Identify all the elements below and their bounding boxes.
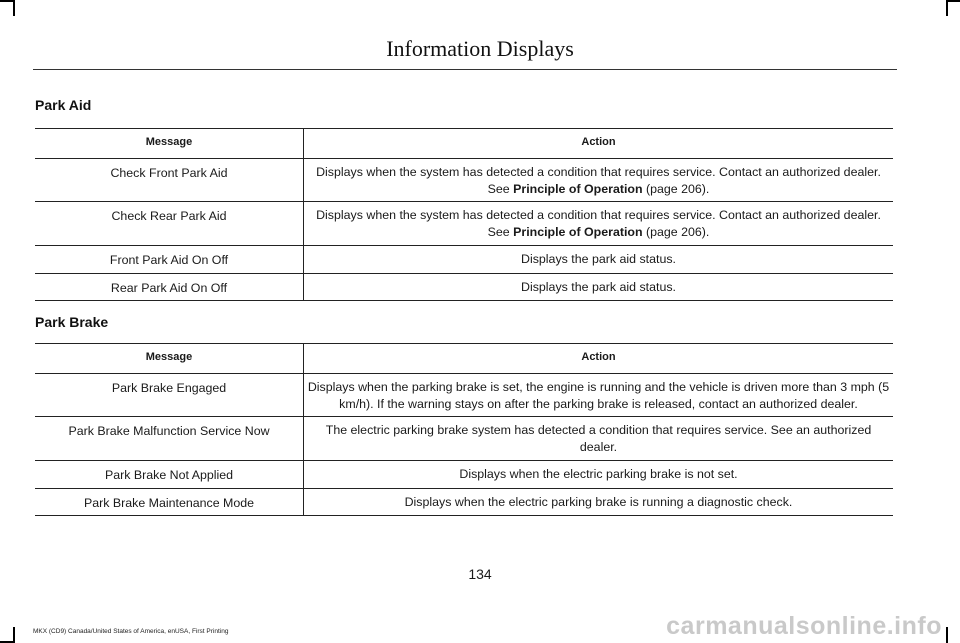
action-cell: Displays when the system has detected a condition that requires service. Contact an authorized dealer. See Principle of Operation (page 206). <box>304 202 894 245</box>
cross-reference-link[interactable]: Principle of Operation <box>513 225 643 240</box>
column-header-action: Action <box>304 129 894 159</box>
action-cell: The electric parking brake system has detected a condition that requires service. See an authorized dealer. <box>304 417 894 460</box>
section-heading-park-brake: Park Brake <box>35 314 109 330</box>
column-header-action: Action <box>304 344 894 374</box>
park-aid-table <box>35 128 893 301</box>
message-cell: Park Brake Malfunction Service Now <box>35 417 304 460</box>
table-row <box>35 373 893 416</box>
action-cell: Displays when the system has detected a condition that requires service. Contact an authorized dealer. See Principle of Operation (page 206). <box>304 158 894 201</box>
table-row <box>35 202 893 245</box>
edition-footer: MKX (CD9) Canada/United States of America, enUSA, First Printing <box>33 628 229 635</box>
table-header-row <box>35 129 893 159</box>
page-title: Information Displays <box>386 36 574 61</box>
crop-mark <box>946 0 948 16</box>
table-row <box>35 158 893 201</box>
table-row <box>35 273 893 301</box>
cross-reference-link[interactable]: Principle of Operation <box>513 181 643 196</box>
crop-mark <box>13 0 15 16</box>
table-row <box>35 417 893 460</box>
crop-mark <box>946 627 948 643</box>
message-cell: Park Brake Not Applied <box>35 460 304 488</box>
action-cell: Displays when the electric parking brake is not set. <box>304 460 894 488</box>
page-number: 134 <box>468 566 492 582</box>
message-cell: Check Rear Park Aid <box>35 202 304 245</box>
table-header-row <box>35 344 893 374</box>
table-row <box>35 460 893 488</box>
column-header-message: Message <box>35 344 304 374</box>
park-brake-table <box>35 343 893 516</box>
message-cell: Rear Park Aid On Off <box>35 273 304 301</box>
table-row <box>35 245 893 273</box>
message-cell: Park Brake Maintenance Mode <box>35 488 304 516</box>
message-cell: Park Brake Engaged <box>35 373 304 416</box>
header-divider <box>33 69 897 70</box>
message-cell: Front Park Aid On Off <box>35 245 304 273</box>
watermark: carmanualsonline.info <box>666 612 942 640</box>
action-cell: Displays the park aid status. <box>304 273 894 301</box>
crop-mark <box>13 627 15 643</box>
crop-mark <box>0 0 13 2</box>
action-cell: Displays the park aid status. <box>304 245 894 273</box>
crop-mark <box>0 641 13 643</box>
message-cell: Check Front Park Aid <box>35 158 304 201</box>
action-cell: Displays when the parking brake is set, the engine is running and the vehicle is driven more than 3 mph (5 km/h). If the warning stays on after the parking brake is released, contact an authorized dealer. <box>304 373 894 416</box>
crop-mark <box>947 0 960 2</box>
table-row <box>35 488 893 516</box>
section-heading-park-aid: Park Aid <box>35 97 92 113</box>
action-cell: Displays when the electric parking brake is running a diagnostic check. <box>304 488 894 516</box>
column-header-message: Message <box>35 129 304 159</box>
